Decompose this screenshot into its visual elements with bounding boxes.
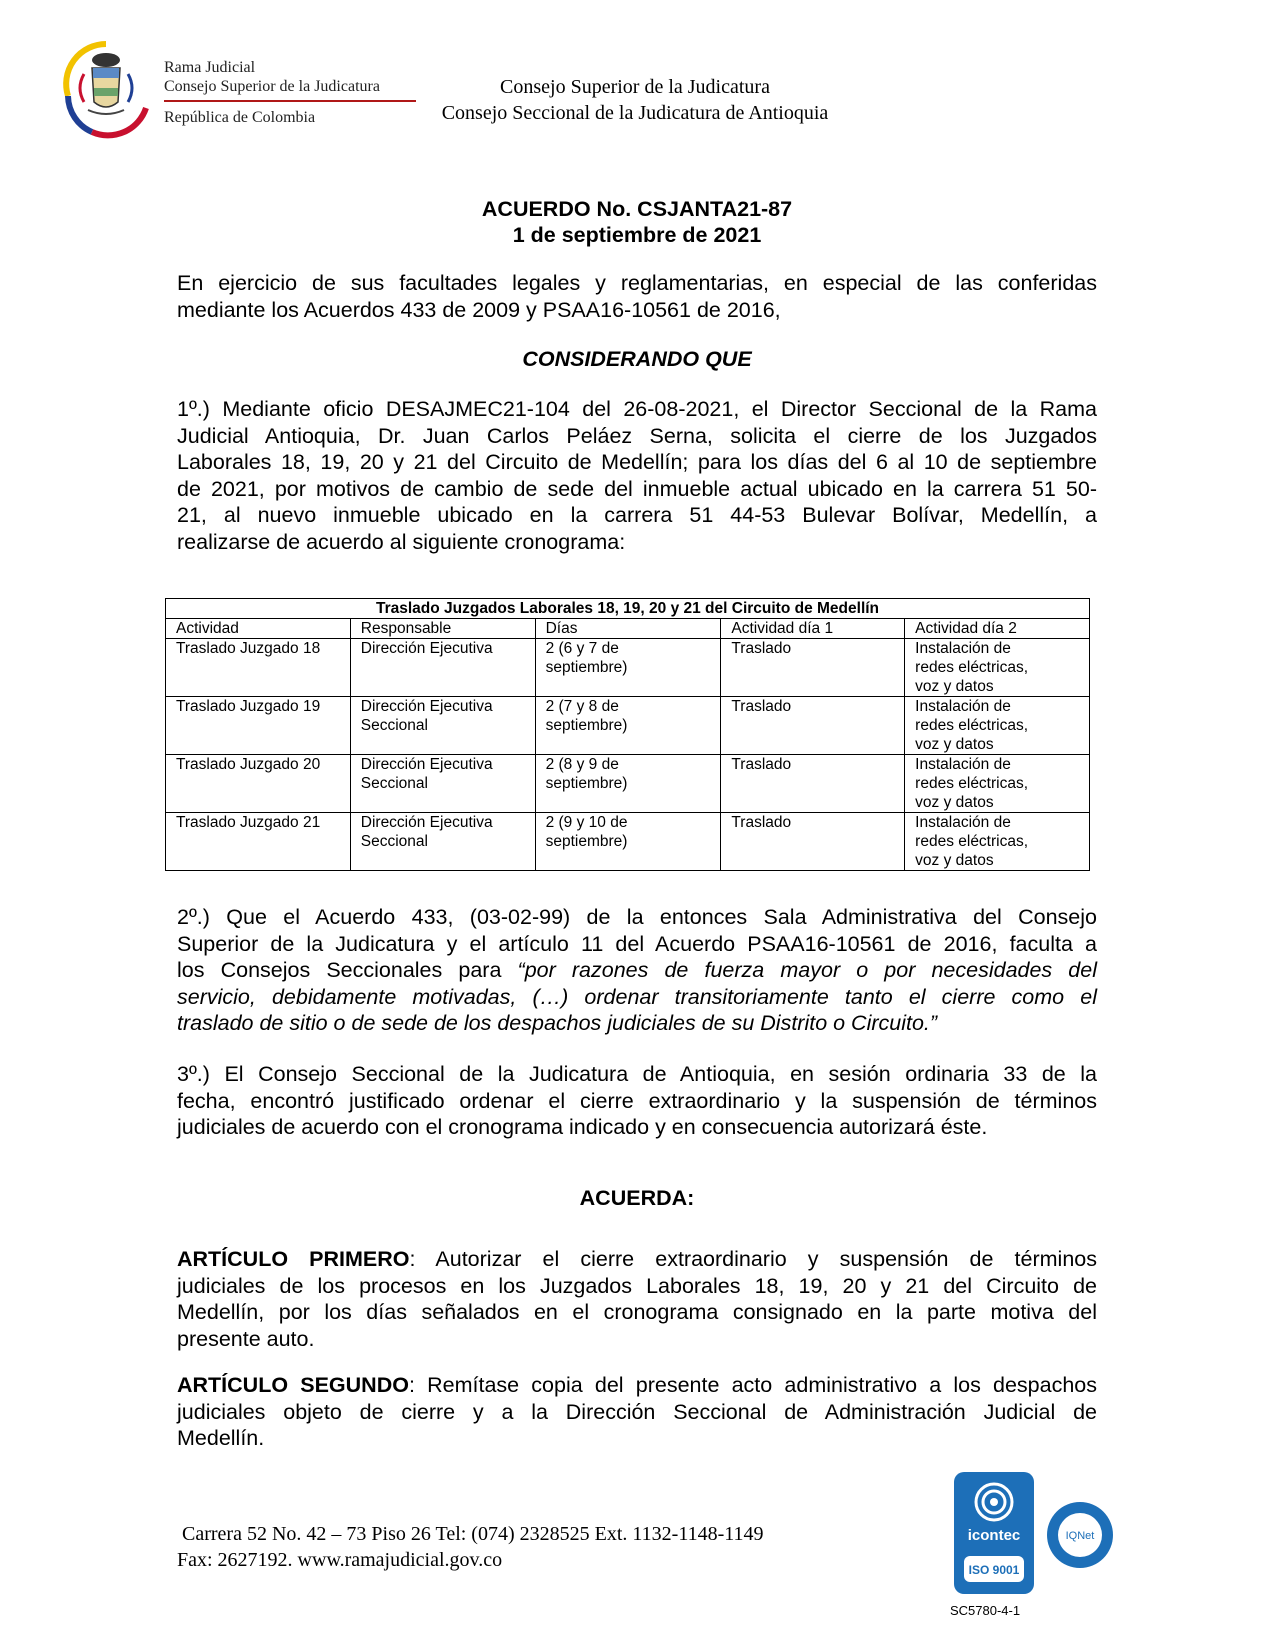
table-cell: 2 (7 y 8 de septiembre) (535, 697, 721, 755)
footer-address: Carrera 52 No. 42 – 73 Piso 26 Tel: (074) 2328525 Ext. 1132-1148-1149 (182, 1523, 764, 1545)
table-cell: Traslado (721, 697, 905, 755)
iqnet-label: IQNet (1065, 1530, 1095, 1542)
article-label: ARTÍCULO SEGUNDO (177, 1373, 409, 1397)
table-body (166, 639, 1090, 871)
paragraph-line: Medellín, por los días señalados en el cronograma consignado en la parte motiva del (177, 1300, 1097, 1324)
column-header: Actividad día 1 (721, 619, 905, 639)
intro-line: mediante los Acuerdos 433 de 2009 y PSAA16-10561 de 2016, (177, 297, 781, 322)
articulo-segundo (177, 1372, 1097, 1452)
table-row (166, 639, 1090, 697)
column-header: Actividad (166, 619, 351, 639)
table-cell: Dirección Ejecutiva (350, 639, 535, 697)
paragraph-line: judiciales de acuerdo con el cronograma indicado y en consecuencia autorizará éste. (177, 1115, 988, 1139)
table-cell: Traslado (721, 755, 905, 813)
table-cell: Traslado (721, 813, 905, 871)
article-first-line (177, 1372, 1097, 1399)
article-text: : Remítase copia del presente acto administrativo a los despachos (408, 1373, 1098, 1397)
org-line-2: Consejo Superior de la Judicatura (164, 78, 380, 95)
table-cell: Traslado Juzgado 18 (166, 639, 351, 697)
considerando-heading: CONSIDERANDO QUE (522, 347, 752, 371)
table-cell: 2 (6 y 7 de septiembre) (535, 639, 721, 697)
header-red-rule (164, 100, 416, 102)
paragraph-line: 3º.) El Consejo Seccional de la Judicatura de Antioquia, en sesión ordinaria 33 de la (177, 1062, 1097, 1086)
table-cell: Instalación de redes eléctricas, voz y datos (905, 639, 1090, 697)
column-header: Responsable (350, 619, 535, 639)
table-row (166, 697, 1090, 755)
footer-fax-web: Fax: 2627192. www.ramajudicial.gov.co (177, 1549, 503, 1571)
table-cell: Dirección Ejecutiva Seccional (350, 755, 535, 813)
considerando-2-paragraph (177, 904, 1097, 1037)
paragraph-line: judiciales de los procesos en los Juzgados Laborales 18, 19, 20 y 21 del Circuito de (177, 1273, 1097, 1298)
table-cell: Traslado (721, 639, 905, 697)
document-title (177, 196, 1097, 248)
paragraph-line: Superior de la Judicatura y el artículo 11 del Acuerdo PSAA16-10561 de 2016, faculta a (177, 931, 1097, 956)
org-line-1: Rama Judicial (164, 59, 256, 76)
articulo-primero (177, 1246, 1097, 1352)
paragraph-line: Judicial Antioquia, Dr. Juan Carlos Peláez Serna, solicita el cierre de los Juzgados (177, 423, 1097, 448)
quoted-line: servicio, debidamente motivadas, (…) ordenar transitoriamente tanto el cierre como el (177, 984, 1097, 1009)
paragraph-line: de 2021, por motivos de cambio de sede del inmueble actual ubicado en la carrera 51 50- (177, 476, 1097, 501)
header-institution (400, 74, 870, 126)
icontec-label: icontec (967, 1527, 1021, 1544)
intro-line: En ejercicio de sus facultades legales y reglamentarias, en especial de las conferidas (177, 271, 1097, 295)
header-right-line-1: Consejo Superior de la Judicatura (500, 76, 770, 98)
column-header: Actividad día 2 (905, 619, 1090, 639)
article-text: : Autorizar el cierre extraordinario y suspensión de términos (409, 1247, 1097, 1271)
paragraph-line: 21, al nuevo inmueble ubicado en la carrera 51 44-53 Bulevar Bolívar, Medellín, a (177, 503, 1097, 527)
paragraph-line: presente auto. (177, 1326, 315, 1351)
title-line-1: ACUERDO No. CSJANTA21-87 (481, 197, 793, 221)
org-line-3: República de Colombia (164, 109, 316, 126)
colombia-coat-of-arms-logo (62, 38, 150, 144)
schedule-table (165, 598, 1090, 871)
article-first-line (177, 1246, 1097, 1273)
iqnet-certification-seal (1045, 1500, 1115, 1570)
considerando-3-paragraph (177, 1061, 1097, 1141)
paragraph-line: Medellín. (177, 1426, 265, 1450)
table-cell: Traslado Juzgado 21 (166, 813, 351, 871)
paragraph-line: realizarse de acuerdo al siguiente cronograma: (177, 529, 626, 554)
plain-fragment: los Consejos Seccionales para (177, 958, 518, 982)
quoted-fragment: “por razones de fuerza mayor o por necesidades del (517, 958, 1097, 982)
table-cell: Instalación de redes eléctricas, voz y datos (905, 813, 1090, 871)
paragraph-line: 2º.) Que el Acuerdo 433, (03-02-99) de la entonces Sala Administrativa del Consejo (177, 905, 1097, 929)
header-right-line-2: Consejo Seccional de la Judicatura de Antioquia (441, 102, 829, 124)
acuerda-heading: ACUERDA: (579, 1186, 695, 1210)
table-cell: Instalación de redes eléctricas, voz y datos (905, 697, 1090, 755)
table-row (166, 813, 1090, 871)
paragraph-line: judiciales objeto de cierre y a la Dirección Seccional de Administración Judicial de (177, 1399, 1097, 1424)
table-cell: Traslado Juzgado 19 (166, 697, 351, 755)
paragraph-line-mixed (177, 957, 1097, 984)
intro-paragraph (177, 270, 1097, 323)
paragraph-line: fecha, encontró justificado ordenar el cierre extraordinario y la suspensión de términos (177, 1088, 1097, 1113)
quoted-line: traslado de sitio o de sede de los despachos judiciales de su Distrito o Circuito.” (177, 1011, 938, 1035)
table-cell: Dirección Ejecutiva Seccional (350, 697, 535, 755)
table-row (166, 755, 1090, 813)
table-title: Traslado Juzgados Laborales 18, 19, 20 y 21 del Circuito de Medellín (166, 599, 1090, 619)
article-label: ARTÍCULO PRIMERO (177, 1247, 410, 1271)
table-cell: Dirección Ejecutiva Seccional (350, 813, 535, 871)
column-header: Días (535, 619, 721, 639)
considerando-1-paragraph (177, 396, 1097, 555)
title-date: 1 de septiembre de 2021 (512, 223, 762, 247)
paragraph-line: Laborales 18, 19, 20 y 21 del Circuito de Medellín; para los días del 6 al 10 de septiembre (177, 450, 1097, 474)
iso-label: ISO 9001 (968, 1563, 1020, 1577)
rama-judicial-wordmark (164, 58, 422, 127)
document-code: SC5780-4-1 (950, 1603, 1021, 1618)
table-cell: 2 (9 y 10 de septiembre) (535, 813, 721, 871)
paragraph-line: 1º.) Mediante oficio DESAJMEC21-104 del 26-08-2021, el Director Seccional de la Rama (177, 397, 1097, 421)
table-cell: Traslado Juzgado 20 (166, 755, 351, 813)
icontec-certification-seal (952, 1470, 1036, 1596)
footer-contact (177, 1521, 902, 1573)
table-cell: Instalación de redes eléctricas, voz y datos (905, 755, 1090, 813)
table-cell: 2 (8 y 9 de septiembre) (535, 755, 721, 813)
